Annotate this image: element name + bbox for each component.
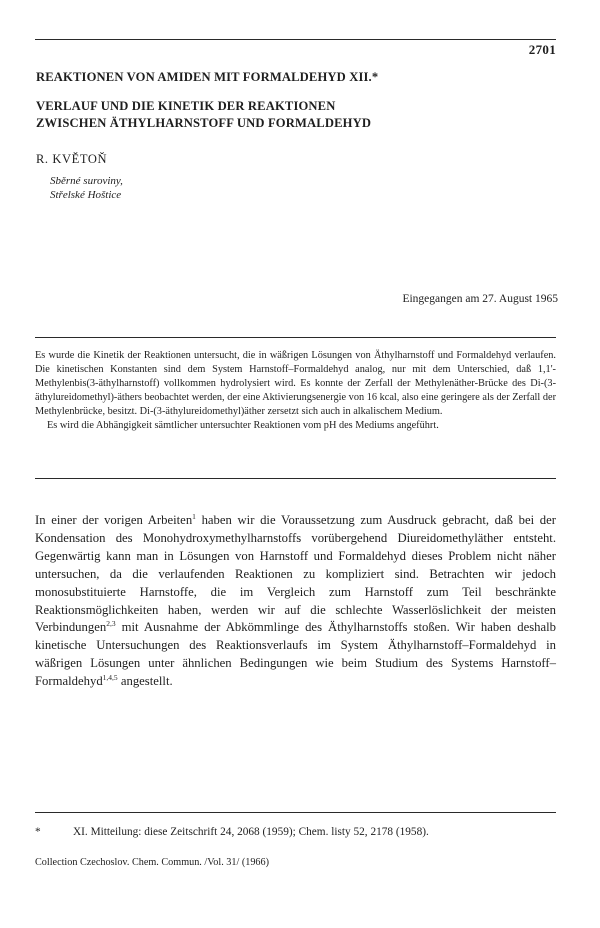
body-text	[35, 512, 556, 691]
author-name: R. KVĚTOŇ	[36, 152, 108, 166]
body-paragraph	[35, 512, 556, 691]
journal-citation: Collection Czechoslov. Chem. Commun. /Vol. 31/ (1966)	[35, 857, 270, 868]
reference-marker: 2,3	[106, 619, 116, 629]
body-text-segment: angestellt.	[117, 674, 173, 689]
abstract-paragraph-1: Es wurde die Kinetik der Reaktionen untersucht, die in wäßrigen Lösungen von Äthylharnstoff und Formaldehyd verlaufen. Die kinetischen Konstanten sind dem System Harnstoff–Formaldehyd analog, nur mit dem Unterschied, daß 1,1'-Methylenbis(3-äthylharnstoff) vollkommen hydrolysiert wird. Es konnte der Zerfall der Methylenäther-Brücke des Di-(3-äthylureidomethyl)-äthers beobachtet werden, der eine Aktivierungsenergie von 16 kcal, also eine geringere als der Zerfall der Methylenbrücke, besitzt. Di-(3-äthylureidomethyl)äther zersetzt sich auch in alkalischem Medium.	[35, 350, 556, 417]
abstract-top-rule	[35, 337, 556, 338]
author-affiliation-line-1: Sběrné suroviny,	[50, 175, 123, 187]
article-title-line-2: VERLAUF UND DIE KINETIK DER REAKTIONEN	[36, 99, 336, 113]
reference-marker: 1	[192, 512, 196, 521]
footnote	[35, 826, 429, 838]
abstract	[35, 349, 556, 433]
footnote-marker: *	[35, 826, 41, 838]
article-title-line-3: ZWISCHEN ÄTHYLHARNSTOFF UND FORMALDEHYD	[36, 116, 372, 130]
abstract-bottom-rule	[35, 478, 556, 479]
body-text-segment: haben wir die Voraussetzung zum Ausdruck gebracht, daß bei der Kondensation des Monohydroxymethylharnstoffs vorübergehend Diureidomethyläther entsteht. Gegenwärtig kann man in Lösungen von Harnstoff und Formaldehyd dieses Problem nicht näher untersuchen, da die verlaufenden Reaktionen zu kompliziert sind. Betrachten wir jedoch monosubstituierte Harnstoffe, die im Vergleich zum Harnstoff zum Teil beschränkte Reaktionsmöglichkeiten haben, werden wir auf die schlechte Wasserlöslichkeit der meisten Verbindungen	[35, 513, 556, 635]
header-rule	[35, 39, 556, 40]
article-title-line-1: REAKTIONEN VON AMIDEN MIT FORMALDEHYD XII.*	[36, 70, 379, 84]
body-text-segment: In einer der vorigen Arbeiten	[35, 513, 193, 527]
abstract-paragraph-2: Es wird die Abhängigkeit sämtlicher untersuchter Reaktionen vom pH des Mediums angeführt.	[47, 419, 439, 431]
page-number: 2701	[528, 42, 556, 57]
footnote-rule	[35, 812, 556, 813]
received-date: Eingegangen am 27. August 1965	[402, 293, 558, 305]
body-text-segment: mit Ausnahme der Abkömmlinge des Äthylharnstoffs stoßen. Wir haben deshalb kinetische Untersuchungen des Reaktionsverlaufs im System Äthylharnstoff–Formaldehyd in wäßrigen Lösungen unter ähnlichen Bedingungen wie beim Studium des Systems Harnstoff–Formaldehyd	[35, 620, 556, 689]
footnote-text: XI. Mitteilung: diese Zeitschrift 24, 2068 (1959); Chem. listy 52, 2178 (1958).	[73, 826, 429, 838]
author-affiliation-line-2: Střelské Hoštice	[50, 189, 122, 201]
reference-marker: 1,4,5	[102, 673, 118, 683]
